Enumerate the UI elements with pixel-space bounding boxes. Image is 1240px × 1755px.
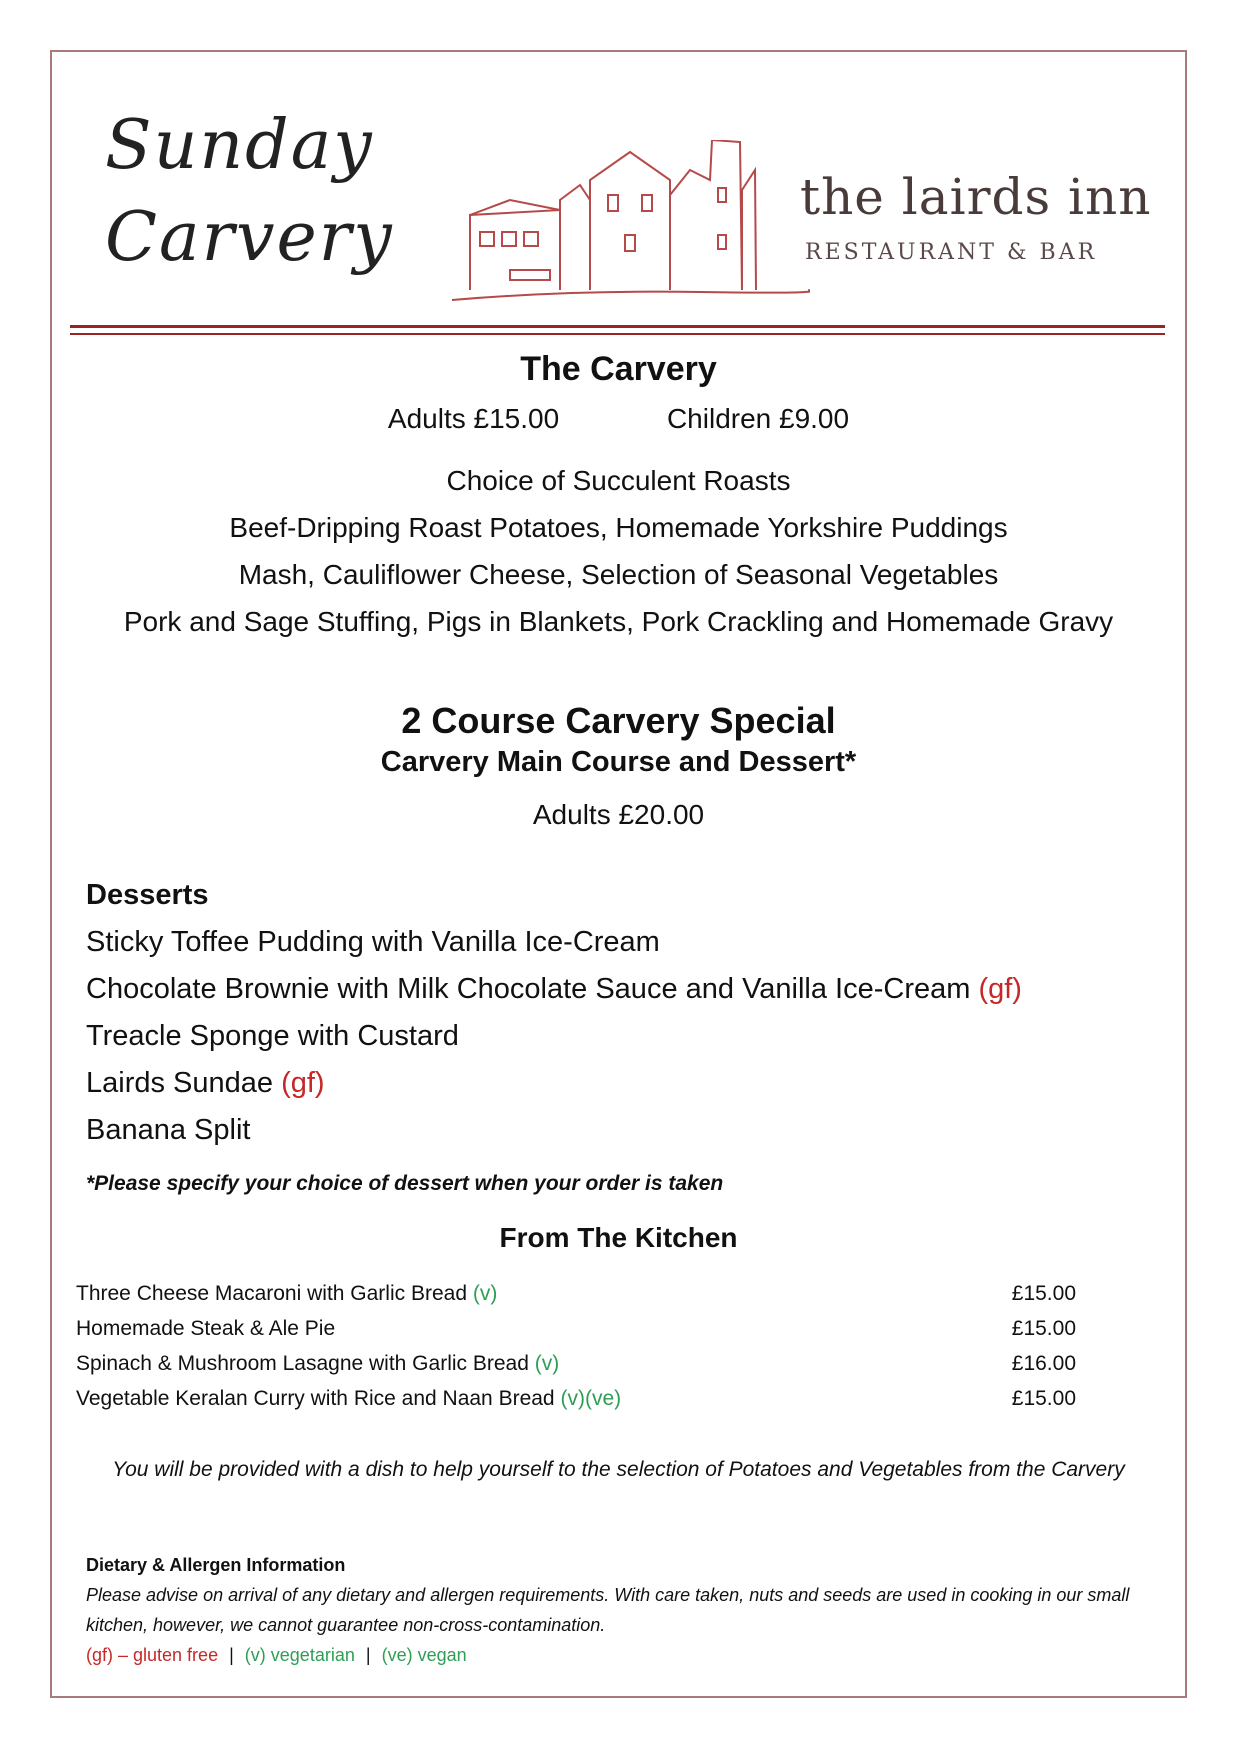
serve-note: You will be provided with a dish to help yourself to the selection of Potatoes and Vegetables from the Carvery [112,1458,1125,1481]
special-section [55,700,1182,831]
kitchen-list [76,1276,1076,1416]
brand-name: the lairds inn [800,168,1152,226]
carvery-adults-price: Adults £15.00 [387,403,560,434]
legend-vegetarian: (v) vegetarian [244,1645,355,1665]
carvery-section [55,350,1182,645]
carvery-item: Pork and Sage Stuffing, Pigs in Blankets, Pork Crackling and Homemade Gravy [123,606,1114,637]
kitchen-heading-wrap [55,1222,1182,1254]
carvery-item: Mash, Cauliflower Cheese, Selection of Seasonal Vegetables [238,559,999,590]
dessert-name: Lairds Sundae [86,1067,274,1099]
title-line-1: Sunday [105,106,374,185]
carvery-items [55,457,1182,645]
page-title [105,100,394,284]
kitchen-row [76,1311,1076,1346]
dessert-name: Banana Split [86,1114,251,1146]
dessert-name: Treacle Sponge with Custard [86,1020,459,1052]
gluten-free-tag: (gf) [978,973,1022,1005]
kitchen-item-name: Spinach & Mushroom Lasagne with Garlic Bread [76,1352,529,1375]
kitchen-row [76,1346,1076,1381]
brand-tagline: RESTAURANT & BAR [805,240,1098,265]
inn-building-logo [450,140,810,305]
carvery-children-price: Children £9.00 [666,403,850,434]
dessert-item [86,966,1022,1013]
kitchen-row [76,1381,1076,1416]
dietary-info [86,1550,1166,1670]
dessert-name: Sticky Toffee Pudding with Vanilla Ice-Cream [86,926,660,958]
carvery-item: Choice of Succulent Roasts [446,465,791,496]
legend-gluten-free: (gf) – gluten free [86,1645,219,1665]
gluten-free-tag: (gf) [281,1067,325,1099]
carvery-prices [55,403,1182,435]
carvery-item: Beef-Dripping Roast Potatoes, Homemade Yorkshire Puddings [229,512,1008,543]
kitchen-item-price: £16.00 [1011,1352,1076,1375]
kitchen-heading: From The Kitchen [499,1222,738,1253]
kitchen-item-name: Vegetable Keralan Curry with Rice and Naan Bread [76,1387,555,1410]
dessert-item [86,1107,1022,1154]
header-rule-top [70,325,1165,328]
vegetarian-tag: (v) [534,1352,560,1375]
kitchen-item-price: £15.00 [1011,1387,1076,1410]
header-rule-bottom [70,333,1165,335]
dessert-item [86,1060,1022,1107]
desserts-heading: Desserts [86,879,209,911]
dessert-item [86,919,1022,966]
dietary-text: Please advise on arrival of any dietary and allergen requirements. With care taken, nuts and seeds are used in cooking in our small kitchen, however, we cannot guarantee non-cross-contamination. [86,1585,1130,1635]
desserts-list [86,872,1022,1154]
legend-vegan: (ve) vegan [381,1645,467,1665]
special-heading: 2 Course Carvery Special [401,700,836,741]
kitchen-row [76,1276,1076,1311]
kitchen-item-name: Three Cheese Macaroni with Garlic Bread [76,1282,468,1305]
carvery-heading: The Carvery [520,350,717,388]
dietary-legend [86,1640,1166,1670]
legend-separator: | [229,1645,234,1665]
dessert-item [86,1013,1022,1060]
vegan-tag: (v)(ve) [560,1387,622,1410]
dessert-name: Chocolate Brownie with Milk Chocolate Sauce and Vanilla Ice-Cream [86,973,971,1005]
kitchen-item-price: £15.00 [1011,1317,1076,1340]
title-line-2: Carvery [105,198,394,277]
special-adults-price: Adults £20.00 [532,799,705,830]
legend-separator: | [365,1645,371,1665]
dietary-heading: Dietary & Allergen Information [86,1555,346,1575]
vegetarian-tag: (v) [472,1282,498,1305]
dessert-note: *Please specify your choice of dessert when your order is taken [86,1172,724,1195]
kitchen-item-price: £15.00 [1011,1282,1076,1305]
kitchen-item-name: Homemade Steak & Ale Pie [76,1317,336,1340]
special-subheading: Carvery Main Course and Dessert* [380,746,857,778]
